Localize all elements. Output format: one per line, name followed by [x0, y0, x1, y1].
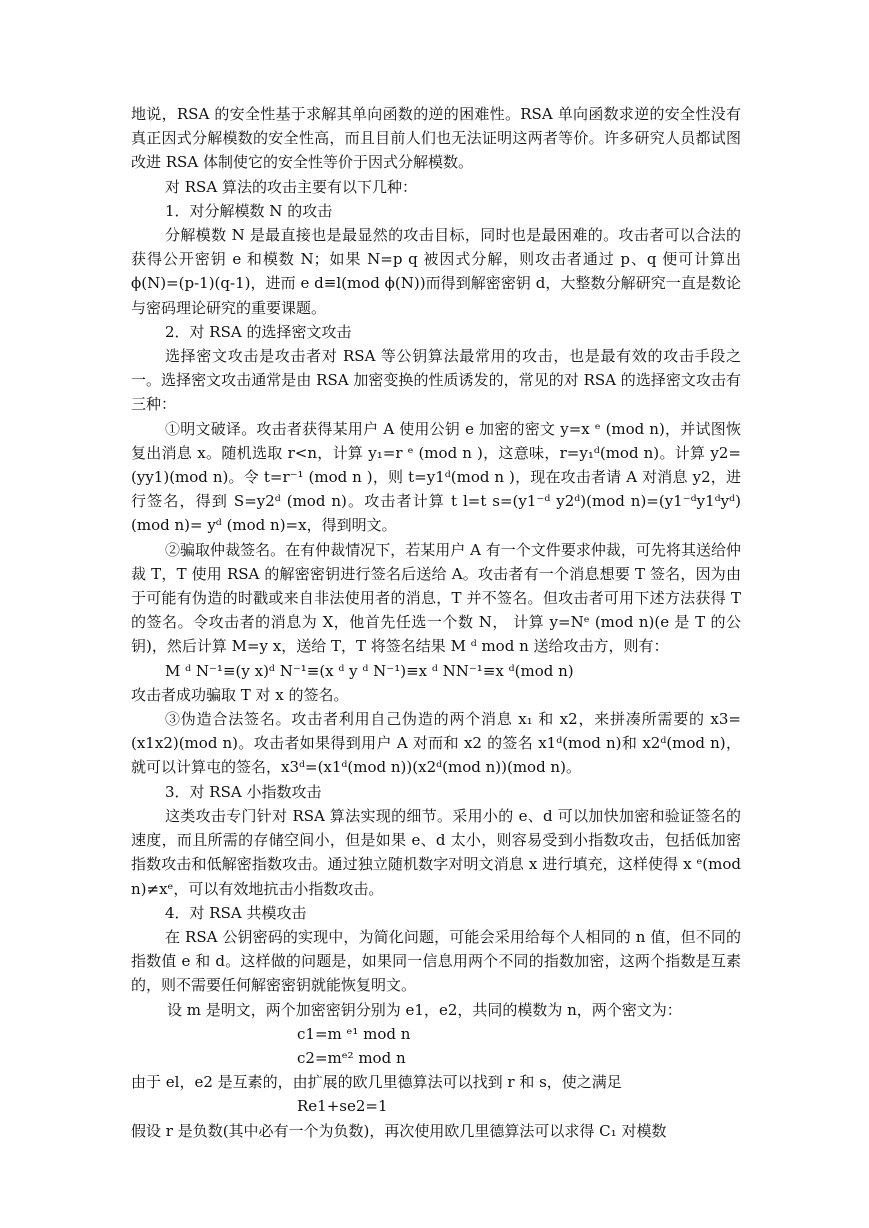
paragraph: 选择密文攻击是攻击者对 RSA 等公钥算法最常用的攻击，也是最有效的攻击手段之一。选择密文攻击通常是由 RSA 加密变换的性质诱发的，常见的对 RSA 的选择密文攻击有三种： [131, 347, 741, 414]
paragraph: 分解模数 N 是最直接也是最显然的攻击目标，同时也是最困难的。攻击者可以合法的获得公开密钥 e 和模数 N；如果 N=p q 被因式分解，则攻击者通过 p、q 便可计算出 ϕ(N)=(p-1)(q-1)，进而 e d≡l(mod ϕ(N))而得到解密密钥 d，大整数分解研究一直是数论与密码理论研究的重要课题。 [131, 226, 741, 317]
paragraph: 这类攻击专门针对 RSA 算法实现的细节。采用小的 e、d 可以加快加密和验证签名的速度，而且所需的存储空间小，但是如果 e、d 太小，则容易受到小指数攻击，包括低加密指数攻击和低解密指数攻击。通过独立随机数字对明文消息 x 进行填充，这样使得 x ᵉ(mod n)≠xᵉ，可以有效地抗击小指数攻击。 [131, 806, 741, 898]
paragraph: 攻击者成功骗取 T 对 x 的签名。 [131, 685, 349, 704]
paragraph: ①明文破译。攻击者获得某用户 A 使用公钥 e 加密的密文 y=x ᵉ (mod n)，并试图恢复出消息 x。随机选取 r<n，计算 y₁=r ᵉ (mod n )，这意味，r=y₁ᵈ(mod n)。计算 y2=(yy1)(mod n)。令 t=r⁻¹ (mod n )，则 t=y1ᵈ(mod n )，现在攻击者请 A 对消息 y2，进行签名，得到 S=y2ᵈ (mod n)。攻击者计算 t l=t s=(y1⁻ᵈ y2ᵈ)(mod n)=(y1⁻ᵈy1ᵈyᵈ)(mod n)= yᵈ (mod n)=x，得到明文。 [131, 419, 741, 535]
paragraph: 由于 el，e2 是互素的，由扩展的欧几里德算法可以找到 r 和 s，使之满足 [131, 1073, 622, 1092]
section-heading: 4．对 RSA 共模攻击 [165, 903, 307, 922]
equation: Re1+se2=1 [297, 1097, 388, 1116]
body-text [131, 102, 741, 1143]
paragraph: ③伪造合法签名。攻击者利用自己伪造的两个消息 x₁ 和 x2，来拼凑所需要的 x3=(x1x2)(mod n)。攻击者如果得到用户 A 对而和 x2 的签名 x1ᵈ(mod n)和 x2ᵈ(mod n)，就可以计算屯的签名，x3ᵈ=(x1ᵈ(mod n))(x2ᵈ(mod n))(mod n)。 [131, 710, 741, 777]
paragraph: 在 RSA 公钥密码的实现中，为简化问题，可能会采用给每个人相同的 n 值，但不同的指数值 e 和 d。这样做的问题是，如果同一信息用两个不同的指数加密，这两个指数是互素的，则不需要任何解密密钥就能恢复明文。 [131, 927, 741, 995]
paragraph: 假设 r 是负数(其中必有一个为负数)，再次使用欧几里德算法可以求得 C₁ 对模数 [131, 1121, 667, 1140]
paragraph: ②骗取仲裁签名。在有仲裁情况下，若某用户 A 有一个文件要求仲裁，可先将其送给仲裁 T，T 使用 RSA 的解密密钥进行签名后送给 A。攻击者有一个消息想要 T 签名，因为由于可能有伪造的时戳或来自非法使用者的消息，T 并不签名。但攻击者可用下述方法获得 T 的签名。令攻击者的消息为 X，他首先任选一个数 N， 计算 y=Nᵉ (mod n)(e 是 T 的公钥)，然后计算 M=y x，送给 T，T 将签名结果 M ᵈ mod n 送给攻击方，则有： [131, 540, 741, 656]
equation: M ᵈ N⁻¹≡(y x)ᵈ N⁻¹≡(x ᵈ y ᵈ N⁻¹)≡x ᵈ NN⁻¹≡x ᵈ(mod n) [165, 661, 574, 680]
equation: c1=m ᵉ¹ mod n [297, 1024, 411, 1043]
paragraph: 设 m 是明文，两个加密密钥分别为 e1，e2，共同的模数为 n，两个密文为： [167, 1000, 682, 1019]
equation: c2=mᵉ² mod n [297, 1048, 406, 1067]
paragraph: 地说，RSA 的安全性基于求解其单向函数的逆的困难性。RSA 单向函数求逆的安全性没有真正因式分解模数的安全性高，而且目前人们也无法证明这两者等价。许多研究人员都试图改进 RSA 体制使它的安全性等价于因式分解模数。 [131, 105, 741, 172]
section-heading: 2．对 RSA 的选择密文攻击 [165, 322, 352, 341]
section-heading: 1．对分解模数 N 的攻击 [165, 201, 333, 220]
section-heading: 3．对 RSA 小指数攻击 [165, 782, 322, 801]
paragraph: 对 RSA 算法的攻击主要有以下几种： [165, 177, 417, 196]
